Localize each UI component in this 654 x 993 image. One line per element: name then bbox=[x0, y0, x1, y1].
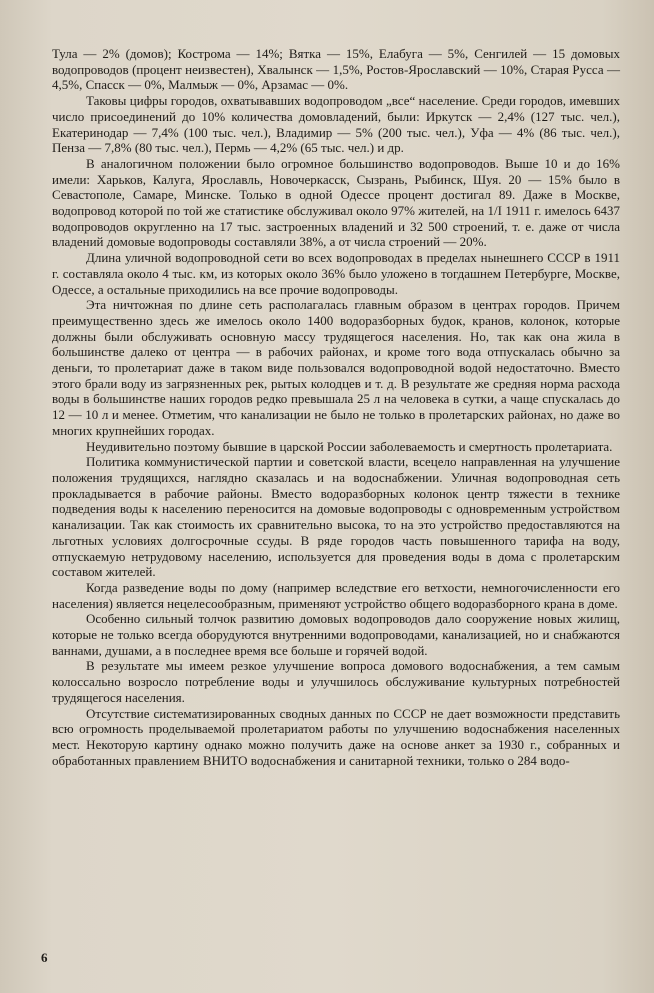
paragraph-4: Длина уличной водопроводной сети во всех водопроводах в пределах нынешнего СССР в 1911 г. составляла около 4 тыс. км, из которых около 36% было уложено в тогдашнем Петербурге, Москве, Одессе, а остальные приходились на все прочие водопроводы. bbox=[52, 250, 620, 297]
paragraph-5: Эта ничтожная по длине сеть располагалась главным образом в центрах городов. Причем преимущественно здесь же имелось около 1400 водоразборных будок, кранов, колонок, которые должны были обслуживать основную массу трудящегося населения. Но, так как она жила в большинстве далеко от центра — в рабочих районах, и кроме того вода отпускалась обычно за деньги, то пролетариат даже в таком виде пользовался водопроводной водой недостаточно. Вместо этого брали воду из загрязненных рек, рытых колодцев и т. д. В результате же средняя норма расхода воды в большинстве наших городов редко превышала 25 л на человека в сутки, а чаще спускалась до 12 — 10 л и менее. Отметим, что канализации не было не только в пролетарских районах, но даже во многих крупнейших городах. bbox=[52, 297, 620, 438]
paragraph-6: Неудивительно поэтому бывшие в царской России заболеваемость и смертность пролетариата. bbox=[86, 438, 613, 454]
page-number: 6 bbox=[41, 950, 48, 965]
paragraph-1: Тула — 2% (домов); Кострома — 14%; Вятка — 15%, Елабуга — 5%, Сенгилей — 15 домовых водопроводов (процент неизвестен), Хвалынск — 1,5%, Ростов-Ярославский — 10%, Старая Русса — 4,5%, Спасск — 0%, Малмыж — 0%, Арзамас — 0%. bbox=[52, 46, 620, 93]
body-text bbox=[52, 46, 620, 768]
paragraph-10: В результате мы имеем резкое улучшение вопроса домового водоснабжения, а тем самым колоссально возросло потребление воды и улучшилось обслуживание культурных потребностей трудящегося населения. bbox=[52, 658, 620, 705]
paragraph-8: Когда разведение воды по дому (например вследствие его ветхости, немногочисленности его населения) является нецелесообразным, применяют устройство общего водоразборного крана в доме. bbox=[52, 579, 620, 611]
paragraph-11: Отсутствие систематизированных сводных данных по СССР не дает возможности представить всю огромность проделываемой пролетариатом работы по улучшению водоснабжения населенных мест. Некоторую картину однако можно получить даже на основе анкет за 1930 г., собранных и обработанных правлением ВНИТО водоснабжения и санитарной техники, только о 284 водо- bbox=[52, 705, 620, 768]
paragraph-3: В аналогичном положении было огромное большинство водопроводов. Выше 10 и до 16% имели: Харьков, Калуга, Ярославль, Новочеркасск, Сызрань, Рыбинск, Шуя. 20 — 15% было в Севастополе, Самаре, Минске. Только в одной Одессе процент достигал 89. Даже в Москве, водопровод которой по той же статистике обслуживал около 97% жителей, на 1/I 1911 г. имелось 6437 водопроводов округленно на 17 тыс. застроенных владений и 32 500 строений, т. е. даже от числа владений домовые водопроводы составляли 38%, а от числа строений — 20%. bbox=[52, 155, 620, 250]
paragraph-2: Таковы цифры городов, охватывавших водопроводом „все“ население. Среди городов, имевших число присоединений до 10% количества домовладений, были: Иркутск — 2,4% (127 тыс. чел.), Екатеринодар — 7,4% (100 тыс. чел.), Владимир — 5% (200 тыс. чел.), Уфа — 4% (86 тыс. чел.), Пенза — 7,8% (80 тыс. чел.), Пермь — 4,2% (65 тыс. чел.) и др. bbox=[52, 93, 620, 156]
paragraph-9: Особенно сильный толчок развитию домовых водопроводов дало сооружение новых жилищ, которые не только всегда оборудуются внутренними водопроводами, канализацией, но и снабжаются ваннами, душами, а в последнее время все больше и горячей водой. bbox=[52, 611, 620, 658]
paragraph-7: Политика коммунистической партии и советской власти, всецело направленная на улучшение положения трудящихся, наглядно сказалась и на водоснабжении. Уличная водопроводная сеть прокладывается в рабочие районы. Вместо водоразборных колонок центр тяжести в технике подведения воды к населению переносится на домовые водопроводы с одновременным устройством канализации. Так как стоимость их сравнительно высока, то на это устройство предоставляются на льготных условиях долгосрочные ссуды. В ряде городов часть повышенного тарифа на воду, отпускаемую нетрудовому населению, используется для проведения воды в дома с пролетарским составом жителей. bbox=[52, 454, 620, 580]
